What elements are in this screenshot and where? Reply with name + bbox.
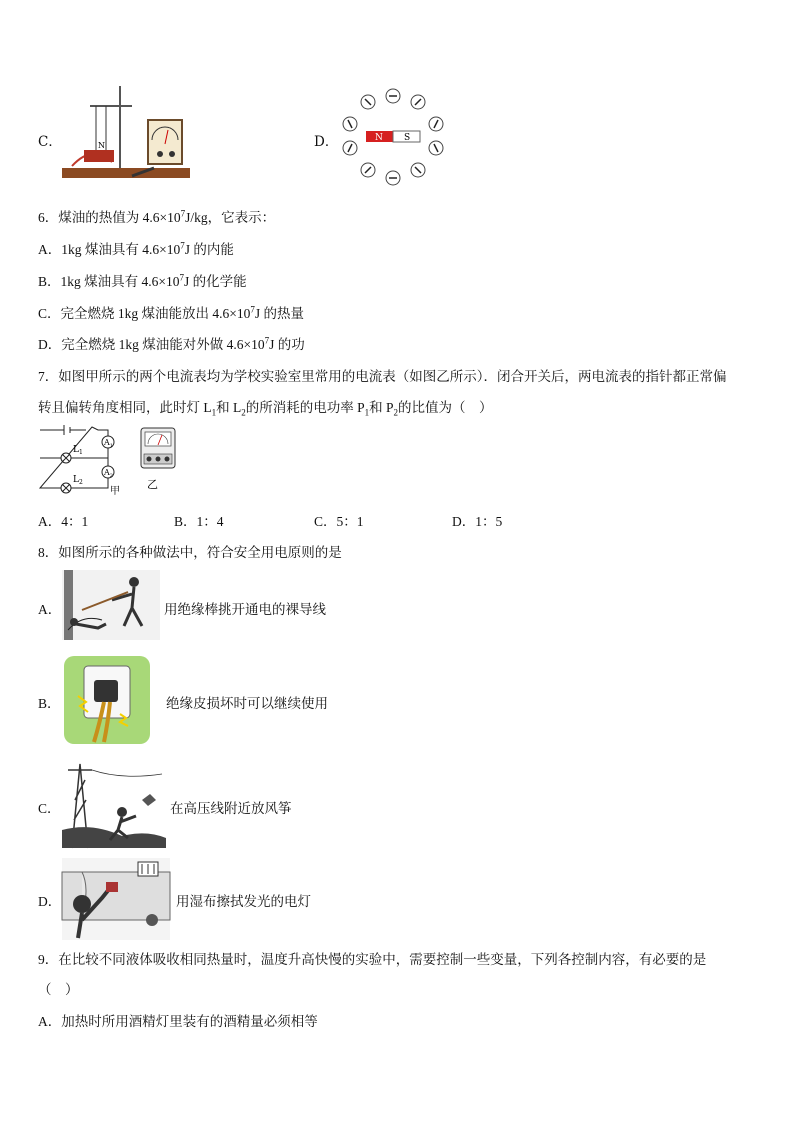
q7-circuit-diagram <box>36 424 120 497</box>
q5-figure-c <box>62 84 192 186</box>
q8-option-d-label: D． <box>38 894 62 909</box>
q6-option-a: A．1kg 煤油具有 $4.6\times 10^7J$ 的内能 <box>38 240 234 257</box>
q9-stem: 9．在比较不同液体吸收相同热量时，温度升高快慢的实验中，需要控制一些变量，下列各控制内容，有必要的是 <box>38 952 707 967</box>
lamp-l1-label: $L_1$ <box>73 445 83 456</box>
q7-option-d: D．1：5 <box>452 514 503 529</box>
q7-stem-line2: 转且偏转角度相同，此时灯 $L_1$和 $L_2$的所消耗的电功率 $P_1$和 $P_2$的比值为（ ） <box>38 400 493 418</box>
magnet-s-label: S <box>404 133 411 143</box>
q8-option-a-caption: 用绝缘棒挑开通电的裸导线 <box>164 602 326 617</box>
q8-stem: 8．如图所示的各种做法中，符合安全用电原则的是 <box>38 545 342 560</box>
q8-figure-b <box>64 656 150 744</box>
q6-option-d: D．完全燃烧 1kg 煤油能对外做 $4.6\times 10^7J$ 的功 <box>38 335 305 352</box>
q8-figure-a <box>62 570 160 640</box>
q8-option-b-caption: 绝缘皮损坏时可以继续使用 <box>166 696 328 711</box>
q8-option-a-label: A． <box>38 602 62 617</box>
q8-figure-d <box>62 858 170 940</box>
q6-option-c: C．完全燃烧 1kg 煤油能放出 $4.6\times 10^7J$ 的热量 <box>38 304 305 321</box>
magnet-n-pole-label: N <box>98 141 105 150</box>
q8-option-b-label: B． <box>38 696 61 711</box>
q8-option-d-caption: 用湿布擦拭发光的电灯 <box>176 894 311 909</box>
q7-ammeter-figure <box>137 426 179 496</box>
q6-option-b: B．1kg 煤油具有 $4.6\times 10^7J$ 的化学能 <box>38 272 247 289</box>
q7-option-b: B．1：4 <box>174 514 224 529</box>
q5-figure-d <box>338 86 448 190</box>
q5-option-d-label: D． <box>314 134 339 150</box>
q8-option-c-label: C． <box>38 801 61 816</box>
q7-stem-line1: 7．如图甲所示的两个电流表均为学校实验室里常用的电流表（如图乙所示）．闭合开关后，两电流表的指针都正常偏 <box>38 369 727 384</box>
q8-figure-c <box>62 760 166 848</box>
q9-option-a: A．加热时所用酒精灯里装有的酒精量必须相等 <box>38 1014 318 1029</box>
ammeter-a2-label: $A_2$ <box>104 468 113 479</box>
magnet-n-label: N <box>375 133 383 143</box>
figure-yi-label: 乙 <box>147 478 158 491</box>
q7-option-c: C．5：1 <box>314 514 364 529</box>
lamp-l2-label: $L_2$ <box>73 475 83 486</box>
wooden-base <box>62 168 190 178</box>
q7-option-a: A．4：1 <box>38 514 89 529</box>
q8-option-c-caption: 在高压线附近放风筝 <box>170 801 292 816</box>
q5-option-c-label: C． <box>38 134 62 150</box>
horseshoe-magnet <box>84 150 114 162</box>
q9-stem-cont: （ ） <box>38 982 79 997</box>
q6-stem: 6．煤油的热值为 $4.6\times 10^7J/kg$，它表示： <box>38 208 276 225</box>
ammeter-a1-label: $A_1$ <box>104 438 113 449</box>
figure-jia-label: 甲 <box>110 486 120 497</box>
